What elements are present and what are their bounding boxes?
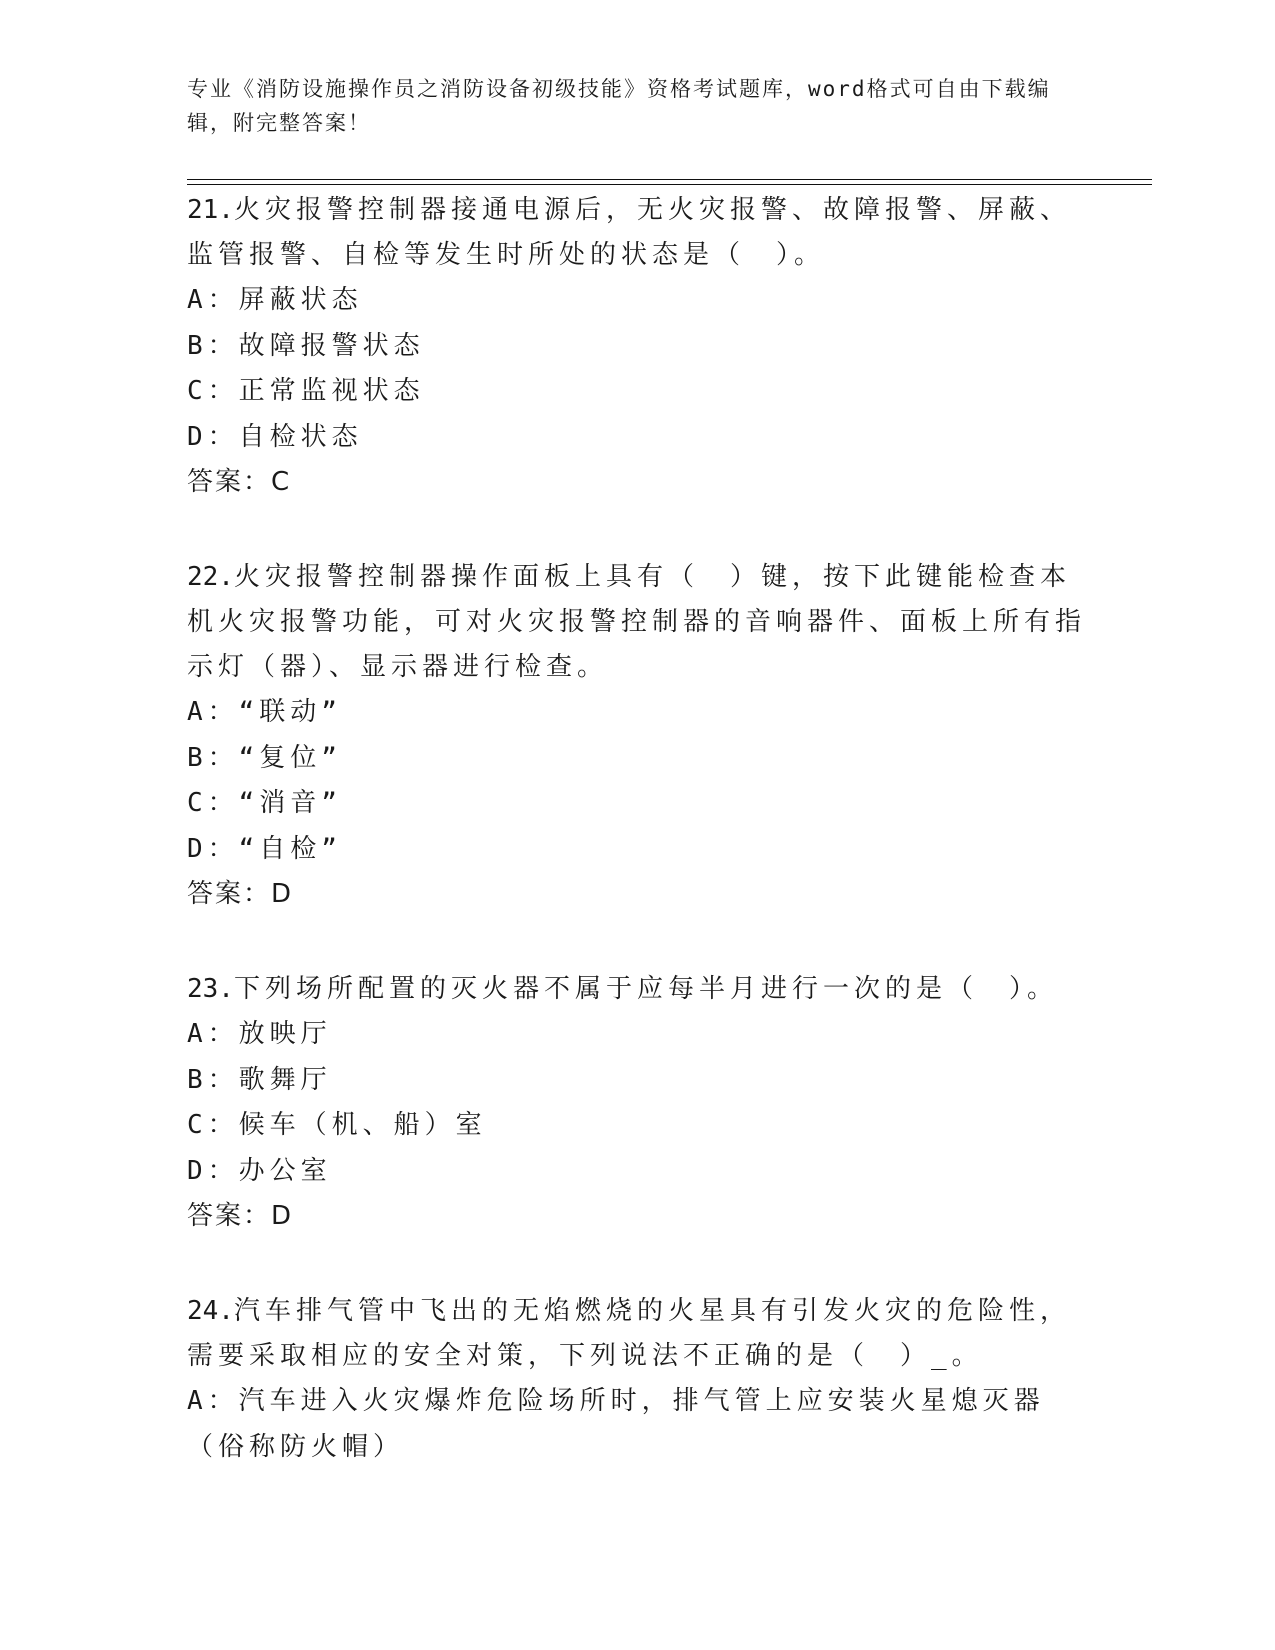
- question-number: 24.: [187, 1296, 234, 1326]
- option-b: B：“复位”: [187, 742, 342, 773]
- header-rule-top: [187, 179, 1152, 180]
- option-c: C：正常监视状态: [187, 376, 425, 406]
- answer: 答案：D: [187, 879, 294, 909]
- question-23: [187, 967, 1087, 1239]
- question-text: 火灾报警控制器接通电源后，无火灾报警、故障报警、屏蔽、监管报警、自检等发生时所处的状态是（ ）。: [187, 195, 1071, 270]
- question-text: 火灾报警控制器操作面板上具有（ ）键，按下此键能检查本机火灾报警功能，可对火灾报警控制器的音响器件、面板上所有指示灯（器）、显示器进行检查。: [187, 562, 1087, 682]
- question-stem: [187, 1289, 1087, 1379]
- question-number: 22.: [187, 562, 234, 592]
- question-number: 23.: [187, 974, 234, 1004]
- question-stem: [187, 188, 1087, 278]
- intro-text: 专业《消防设施操作员之消防设备初级技能》资格考试题库，word格式可自由下载编辑，附完整答案！: [187, 77, 1051, 135]
- option-d: D：办公室: [187, 1155, 332, 1186]
- question-22: [187, 555, 1087, 917]
- document-intro: [187, 72, 1067, 140]
- option-c: C：“消音”: [187, 788, 342, 818]
- question-list: [187, 188, 1087, 1520]
- option-a: A：“联动”: [187, 697, 342, 727]
- question-24: [187, 1289, 1087, 1470]
- answer: 答案：C: [187, 467, 292, 497]
- option-a: A：汽车进入火灾爆炸危险场所时，排气管上应安装火星熄灭器（俗称防火帽）: [187, 1386, 1045, 1462]
- option-b: B：故障报警状态: [187, 330, 425, 361]
- question-number: 21.: [187, 195, 234, 225]
- question-text: 下列场所配置的灭火器不属于应每半月进行一次的是（ ）。: [233, 974, 1058, 1004]
- answer: 答案：D: [187, 1201, 294, 1231]
- option-a: A：放映厅: [187, 1019, 332, 1049]
- question-21: [187, 188, 1087, 505]
- question-text: 汽车排气管中飞出的无焰燃烧的火星具有引发火灾的危险性，需要采取相应的安全对策，下列说法不正确的是（ ）_。: [187, 1296, 1071, 1371]
- option-c: C：候车（机、船）室: [187, 1110, 487, 1140]
- option-d: D：自检状态: [187, 421, 363, 452]
- option-d: D：“自检”: [187, 833, 342, 864]
- option-b: B：歌舞厅: [187, 1064, 332, 1095]
- question-stem: [187, 555, 1087, 690]
- header-rule-bottom: [187, 184, 1152, 185]
- question-stem: [187, 967, 1087, 1012]
- option-a: A：屏蔽状态: [187, 285, 363, 315]
